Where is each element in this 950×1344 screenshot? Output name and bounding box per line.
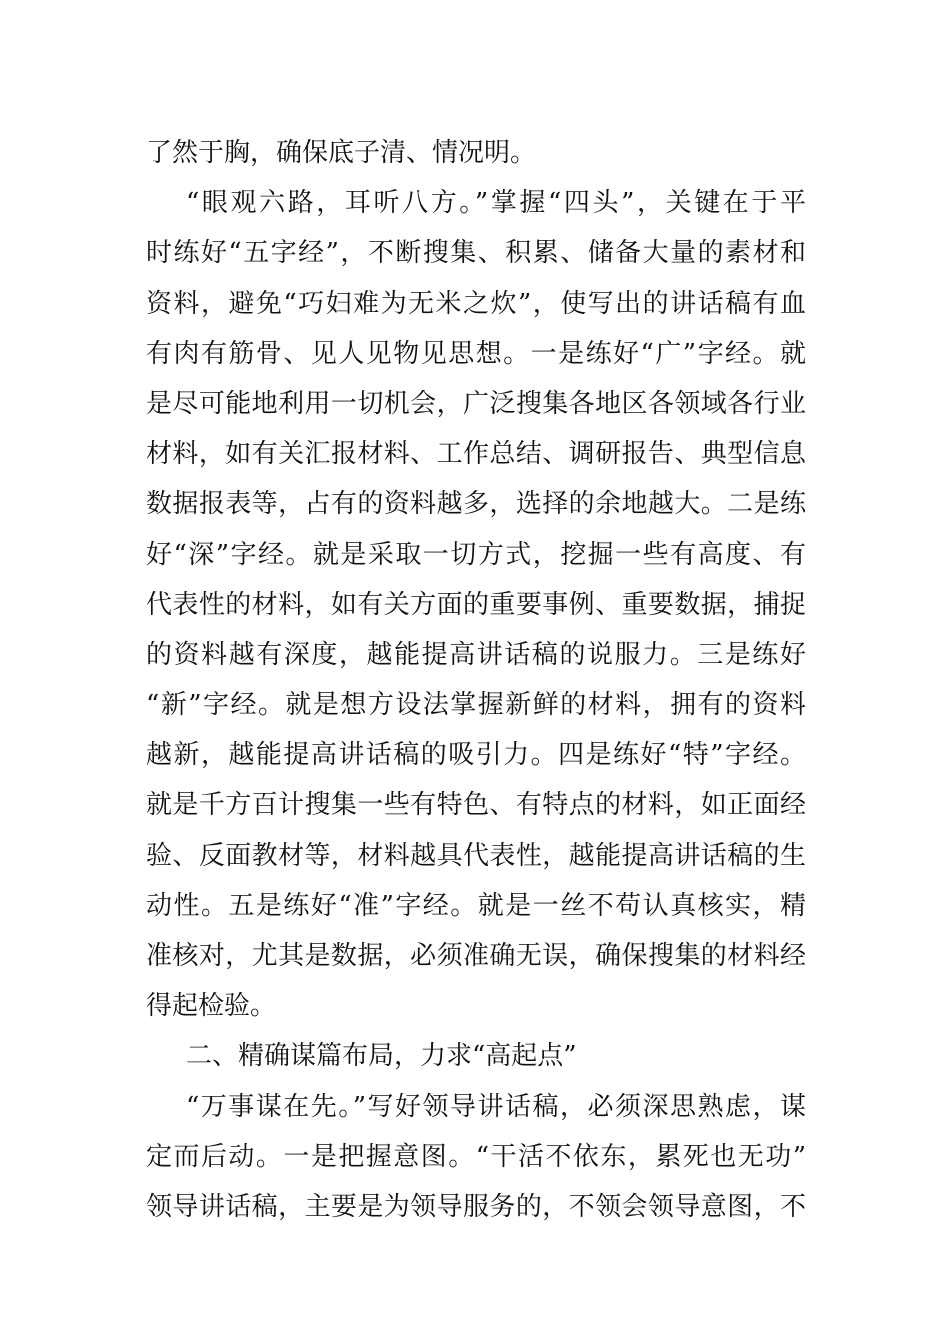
text-line: 动性。五是练好“准”字经。就是一丝不苟认真核实，精	[146, 890, 806, 921]
text-line: 得起检验。	[146, 991, 277, 1022]
text-line: “新”字经。就是想方设法掌握新鲜的材料，拥有的资料	[146, 690, 806, 721]
text-line: 越新，越能提高讲话稿的吸引力。四是练好“特”字经。	[146, 740, 806, 771]
document-body	[146, 128, 806, 1232]
text-line: 领导讲话稿，主要是为领导服务的，不领会领导意图，不	[146, 1191, 806, 1222]
text-line: 定而后动。一是把握意图。“干活不依东，累死也无功”	[146, 1141, 806, 1172]
text-line: 就是千方百计搜集一些有特色、有特点的材料，如正面经	[146, 790, 806, 821]
text-line: 是尽可能地利用一切机会，广泛搜集各地区各领域各行业	[146, 388, 806, 419]
section-heading: 二、精确谋篇布局，力求“高起点”	[186, 1041, 577, 1072]
text-line: 有肉有筋骨、见人见物见思想。一是练好“广”字经。就	[146, 338, 806, 369]
text-line: 准核对，尤其是数据，必须准确无误，确保搜集的材料经	[146, 941, 806, 971]
text-line: 了然于胸，确保底子清、情况明。	[146, 138, 537, 168]
text-line: 代表性的材料，如有关方面的重要事例、重要数据，捕捉	[146, 589, 806, 620]
text-line: 数据报表等，占有的资料越多，选择的余地越大。二是练	[146, 489, 806, 520]
text-line: 验、反面教材等，材料越具代表性，越能提高讲话稿的生	[146, 840, 806, 871]
text-line: 材料，如有关汇报材料、工作总结、调研报告、典型信息	[146, 439, 806, 470]
text-line: 资料，避免“巧妇难为无米之炊”，使写出的讲话稿有血	[146, 288, 806, 319]
text-line: 的资料越有深度，越能提高讲话稿的说服力。三是练好	[146, 639, 806, 670]
text-line: 时练好“五字经”，不断搜集、积累、储备大量的素材和	[146, 238, 806, 269]
text-line: 好“深”字经。就是采取一切方式，挖掘一些有高度、有	[146, 539, 806, 570]
text-line: “眼观六路，耳听八方。”掌握“四头”，关键在于平	[186, 188, 806, 219]
text-line: “万事谋在先。”写好领导讲话稿，必须深思熟虑，谋	[186, 1091, 806, 1122]
